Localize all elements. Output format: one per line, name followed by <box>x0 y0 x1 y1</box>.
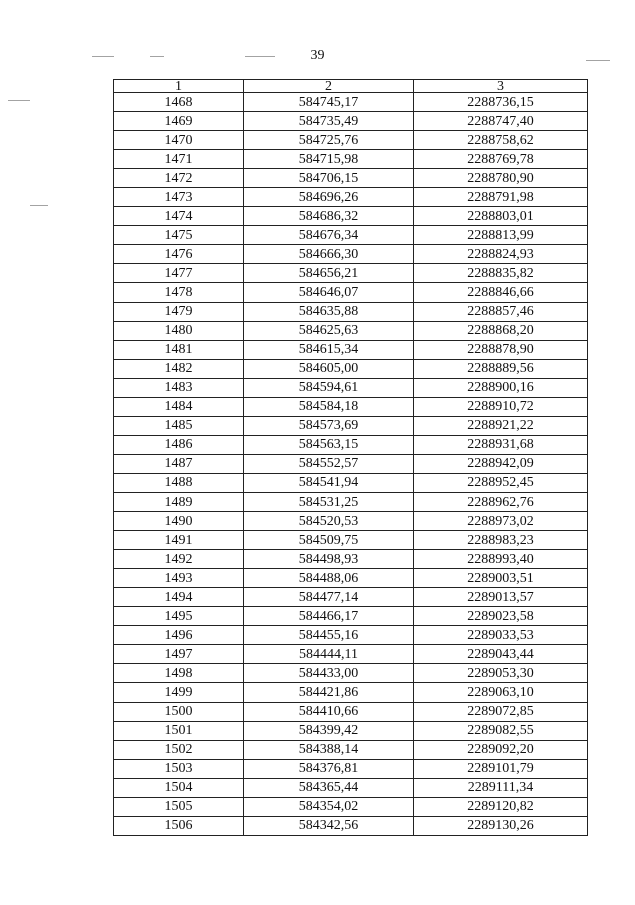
point-number-cell: 1488 <box>114 473 244 492</box>
x-coordinate-cell: 584365,44 <box>244 778 414 797</box>
table-row <box>114 93 588 112</box>
point-number-cell: 1476 <box>114 245 244 264</box>
y-coordinate-cell: 2288758,62 <box>414 131 588 150</box>
point-number-cell: 1481 <box>114 340 244 359</box>
scan-mark <box>586 60 610 61</box>
x-coordinate-cell: 584399,42 <box>244 721 414 740</box>
table-row <box>114 607 588 626</box>
y-coordinate-cell: 2289072,85 <box>414 702 588 721</box>
table-row <box>114 645 588 664</box>
y-coordinate-cell: 2288993,40 <box>414 550 588 569</box>
y-coordinate-cell: 2288780,90 <box>414 169 588 188</box>
table-row <box>114 492 588 511</box>
table-row <box>114 778 588 797</box>
scan-mark <box>245 56 275 57</box>
point-number-cell: 1495 <box>114 607 244 626</box>
x-coordinate-cell: 584696,26 <box>244 188 414 207</box>
column-header: 2 <box>244 80 414 93</box>
table-row <box>114 435 588 454</box>
table-row <box>114 283 588 302</box>
point-number-cell: 1490 <box>114 512 244 531</box>
table-row <box>114 702 588 721</box>
y-coordinate-cell: 2288736,15 <box>414 93 588 112</box>
point-number-cell: 1502 <box>114 740 244 759</box>
y-coordinate-cell: 2288983,23 <box>414 531 588 550</box>
table-row <box>114 302 588 321</box>
point-number-cell: 1493 <box>114 569 244 588</box>
table-row <box>114 112 588 131</box>
point-number-cell: 1477 <box>114 264 244 283</box>
y-coordinate-cell: 2288910,72 <box>414 397 588 416</box>
x-coordinate-cell: 584615,34 <box>244 340 414 359</box>
table-row <box>114 759 588 778</box>
x-coordinate-cell: 584376,81 <box>244 759 414 778</box>
point-number-cell: 1485 <box>114 416 244 435</box>
y-coordinate-cell: 2289063,10 <box>414 683 588 702</box>
y-coordinate-cell: 2288846,66 <box>414 283 588 302</box>
table-row <box>114 721 588 740</box>
table-row <box>114 473 588 492</box>
y-coordinate-cell: 2289082,55 <box>414 721 588 740</box>
scan-mark <box>92 56 114 57</box>
y-coordinate-cell: 2289033,53 <box>414 626 588 645</box>
x-coordinate-cell: 584584,18 <box>244 397 414 416</box>
point-number-cell: 1478 <box>114 283 244 302</box>
point-number-cell: 1499 <box>114 683 244 702</box>
scan-mark <box>150 56 164 57</box>
x-coordinate-cell: 584686,32 <box>244 207 414 226</box>
table-row <box>114 207 588 226</box>
y-coordinate-cell: 2288889,56 <box>414 359 588 378</box>
point-number-cell: 1503 <box>114 759 244 778</box>
table-row <box>114 416 588 435</box>
point-number-cell: 1487 <box>114 454 244 473</box>
column-header: 3 <box>414 80 588 93</box>
point-number-cell: 1468 <box>114 93 244 112</box>
point-number-cell: 1501 <box>114 721 244 740</box>
x-coordinate-cell: 584477,14 <box>244 588 414 607</box>
y-coordinate-cell: 2289053,30 <box>414 664 588 683</box>
x-coordinate-cell: 584421,86 <box>244 683 414 702</box>
y-coordinate-cell: 2288868,20 <box>414 321 588 340</box>
table-row <box>114 131 588 150</box>
x-coordinate-cell: 584388,14 <box>244 740 414 759</box>
point-number-cell: 1489 <box>114 492 244 511</box>
point-number-cell: 1484 <box>114 397 244 416</box>
point-number-cell: 1474 <box>114 207 244 226</box>
point-number-cell: 1469 <box>114 112 244 131</box>
y-coordinate-cell: 2288942,09 <box>414 454 588 473</box>
x-coordinate-cell: 584354,02 <box>244 797 414 816</box>
x-coordinate-cell: 584444,11 <box>244 645 414 664</box>
column-header: 1 <box>114 80 244 93</box>
x-coordinate-cell: 584656,21 <box>244 264 414 283</box>
point-number-cell: 1506 <box>114 816 244 835</box>
table-header-row <box>114 80 588 93</box>
x-coordinate-cell: 584433,00 <box>244 664 414 683</box>
coordinates-table <box>113 79 588 836</box>
y-coordinate-cell: 2289043,44 <box>414 645 588 664</box>
x-coordinate-cell: 584666,30 <box>244 245 414 264</box>
y-coordinate-cell: 2289092,20 <box>414 740 588 759</box>
x-coordinate-cell: 584520,53 <box>244 512 414 531</box>
x-coordinate-cell: 584725,76 <box>244 131 414 150</box>
table-row <box>114 816 588 835</box>
table-row <box>114 188 588 207</box>
x-coordinate-cell: 584563,15 <box>244 435 414 454</box>
y-coordinate-cell: 2288747,40 <box>414 112 588 131</box>
table-row <box>114 664 588 683</box>
table-row <box>114 454 588 473</box>
point-number-cell: 1471 <box>114 150 244 169</box>
x-coordinate-cell: 584552,57 <box>244 454 414 473</box>
table-row <box>114 531 588 550</box>
x-coordinate-cell: 584625,63 <box>244 321 414 340</box>
point-number-cell: 1473 <box>114 188 244 207</box>
y-coordinate-cell: 2288803,01 <box>414 207 588 226</box>
point-number-cell: 1475 <box>114 226 244 245</box>
table-row <box>114 340 588 359</box>
table-row <box>114 683 588 702</box>
y-coordinate-cell: 2288973,02 <box>414 512 588 531</box>
table-body <box>114 93 588 836</box>
y-coordinate-cell: 2289023,58 <box>414 607 588 626</box>
point-number-cell: 1494 <box>114 588 244 607</box>
page-number: 39 <box>310 48 325 63</box>
table-row <box>114 512 588 531</box>
y-coordinate-cell: 2289130,26 <box>414 816 588 835</box>
table-row <box>114 264 588 283</box>
y-coordinate-cell: 2288878,90 <box>414 340 588 359</box>
point-number-cell: 1498 <box>114 664 244 683</box>
y-coordinate-cell: 2288931,68 <box>414 435 588 454</box>
x-coordinate-cell: 584541,94 <box>244 473 414 492</box>
x-coordinate-cell: 584455,16 <box>244 626 414 645</box>
y-coordinate-cell: 2288769,78 <box>414 150 588 169</box>
point-number-cell: 1472 <box>114 169 244 188</box>
x-coordinate-cell: 584605,00 <box>244 359 414 378</box>
y-coordinate-cell: 2289003,51 <box>414 569 588 588</box>
x-coordinate-cell: 584466,17 <box>244 607 414 626</box>
y-coordinate-cell: 2288824,93 <box>414 245 588 264</box>
x-coordinate-cell: 584410,66 <box>244 702 414 721</box>
point-number-cell: 1492 <box>114 550 244 569</box>
table-row <box>114 150 588 169</box>
x-coordinate-cell: 584573,69 <box>244 416 414 435</box>
point-number-cell: 1479 <box>114 302 244 321</box>
table-row <box>114 569 588 588</box>
y-coordinate-cell: 2288962,76 <box>414 492 588 511</box>
point-number-cell: 1483 <box>114 378 244 397</box>
point-number-cell: 1504 <box>114 778 244 797</box>
point-number-cell: 1470 <box>114 131 244 150</box>
y-coordinate-cell: 2289013,57 <box>414 588 588 607</box>
point-number-cell: 1505 <box>114 797 244 816</box>
x-coordinate-cell: 584635,88 <box>244 302 414 321</box>
x-coordinate-cell: 584342,56 <box>244 816 414 835</box>
x-coordinate-cell: 584646,07 <box>244 283 414 302</box>
x-coordinate-cell: 584735,49 <box>244 112 414 131</box>
scan-mark <box>30 205 48 206</box>
table-row <box>114 797 588 816</box>
x-coordinate-cell: 584706,15 <box>244 169 414 188</box>
y-coordinate-cell: 2288921,22 <box>414 416 588 435</box>
point-number-cell: 1491 <box>114 531 244 550</box>
table-row <box>114 359 588 378</box>
point-number-cell: 1482 <box>114 359 244 378</box>
x-coordinate-cell: 584498,93 <box>244 550 414 569</box>
table-row <box>114 169 588 188</box>
x-coordinate-cell: 584509,75 <box>244 531 414 550</box>
point-number-cell: 1480 <box>114 321 244 340</box>
table-row <box>114 321 588 340</box>
y-coordinate-cell: 2288835,82 <box>414 264 588 283</box>
y-coordinate-cell: 2289111,34 <box>414 778 588 797</box>
table-row <box>114 626 588 645</box>
point-number-cell: 1497 <box>114 645 244 664</box>
table-row <box>114 397 588 416</box>
y-coordinate-cell: 2288952,45 <box>414 473 588 492</box>
x-coordinate-cell: 584745,17 <box>244 93 414 112</box>
y-coordinate-cell: 2288813,99 <box>414 226 588 245</box>
x-coordinate-cell: 584715,98 <box>244 150 414 169</box>
table-row <box>114 378 588 397</box>
y-coordinate-cell: 2288791,98 <box>414 188 588 207</box>
y-coordinate-cell: 2288900,16 <box>414 378 588 397</box>
scan-mark <box>8 100 30 101</box>
y-coordinate-cell: 2289120,82 <box>414 797 588 816</box>
table-row <box>114 226 588 245</box>
y-coordinate-cell: 2288857,46 <box>414 302 588 321</box>
table-row <box>114 588 588 607</box>
point-number-cell: 1486 <box>114 435 244 454</box>
table-row <box>114 245 588 264</box>
table-row <box>114 550 588 569</box>
point-number-cell: 1496 <box>114 626 244 645</box>
x-coordinate-cell: 584594,61 <box>244 378 414 397</box>
x-coordinate-cell: 584676,34 <box>244 226 414 245</box>
y-coordinate-cell: 2289101,79 <box>414 759 588 778</box>
point-number-cell: 1500 <box>114 702 244 721</box>
x-coordinate-cell: 584488,06 <box>244 569 414 588</box>
table-row <box>114 740 588 759</box>
x-coordinate-cell: 584531,25 <box>244 492 414 511</box>
